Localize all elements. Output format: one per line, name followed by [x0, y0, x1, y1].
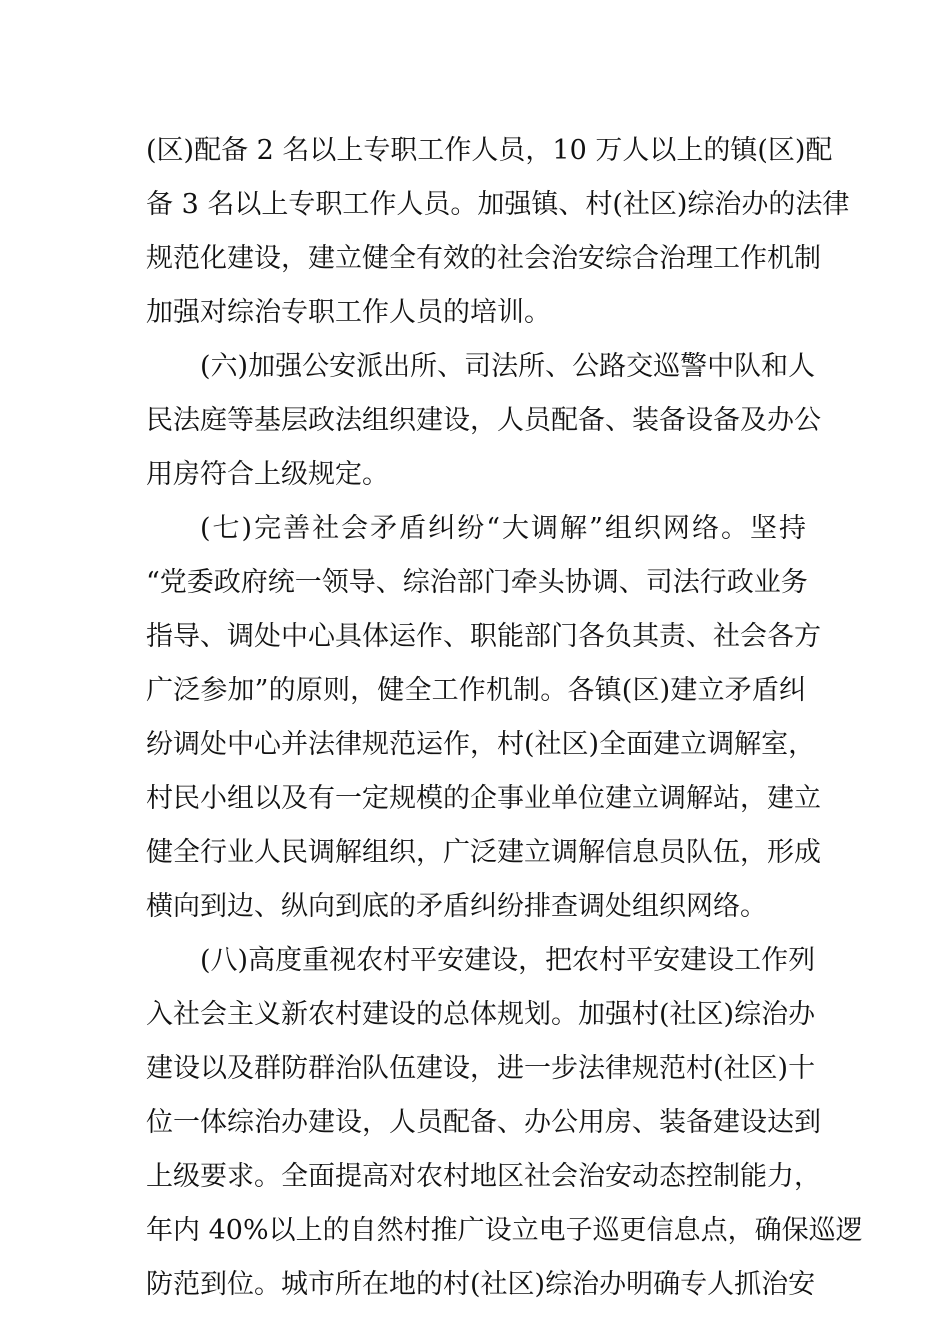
text-line: 规范化建设，建立健全有效的社会治安综合治理工作机制: [146, 243, 821, 274]
text-line: (七)完善社会矛盾纠纷“大调解”组织网络。坚持: [200, 513, 806, 544]
text-line: 横向到边、纵向到底的矛盾纠纷排查调处组织网络。: [146, 891, 767, 922]
text-line: 防范到位。城市所在地的村(社区)综治办明确专人抓治安: [146, 1269, 816, 1300]
text-line: (区)配备 2 名以上专职工作人员，10 万人以上的镇(区)配: [146, 135, 833, 166]
text-line: 指导、调处中心具体运作、职能部门各负其责、社会各方: [146, 621, 821, 652]
text-line: 位一体综治办建设，人员配备、办公用房、装备建设达到: [146, 1107, 821, 1138]
text-line: “党委政府统一领导、综治部门牵头协调、司法行政业务: [146, 567, 808, 598]
document-body: [146, 124, 863, 1312]
text-line: 村民小组以及有一定规模的企事业单位建立调解站，建立: [146, 783, 821, 814]
text-line: 入社会主义新农村建设的总体规划。加强村(社区)综治办: [146, 999, 816, 1030]
text-line: 建设以及群防群治队伍建设，进一步法律规范村(社区)十: [146, 1053, 816, 1084]
text-line: 年内 40%以上的自然村推广设立电子巡更信息点，确保巡逻: [146, 1215, 863, 1246]
text-line: 备 3 名以上专职工作人员。加强镇、村(社区)综治办的法律: [146, 189, 850, 220]
text-line: 广泛参加”的原则，健全工作机制。各镇(区)建立矛盾纠: [146, 675, 806, 706]
text-line: 用房符合上级规定。: [146, 459, 389, 490]
text-line: 纷调处中心并法律规范运作，村(社区)全面建立调解室，: [146, 729, 816, 760]
text-line: 加强对综治专职工作人员的培训。: [146, 297, 551, 328]
text-line: 上级要求。全面提高对农村地区社会治安动态控制能力，: [146, 1161, 821, 1192]
text-line: 健全行业人民调解组织，广泛建立调解信息员队伍，形成: [146, 837, 821, 868]
text-line: (八)高度重视农村平安建设，把农村平安建设工作列: [200, 945, 816, 976]
text-line: 民法庭等基层政法组织建设，人员配备、装备设备及办公: [146, 405, 821, 436]
text-line: (六)加强公安派出所、司法所、公路交巡警中队和人: [200, 351, 816, 382]
